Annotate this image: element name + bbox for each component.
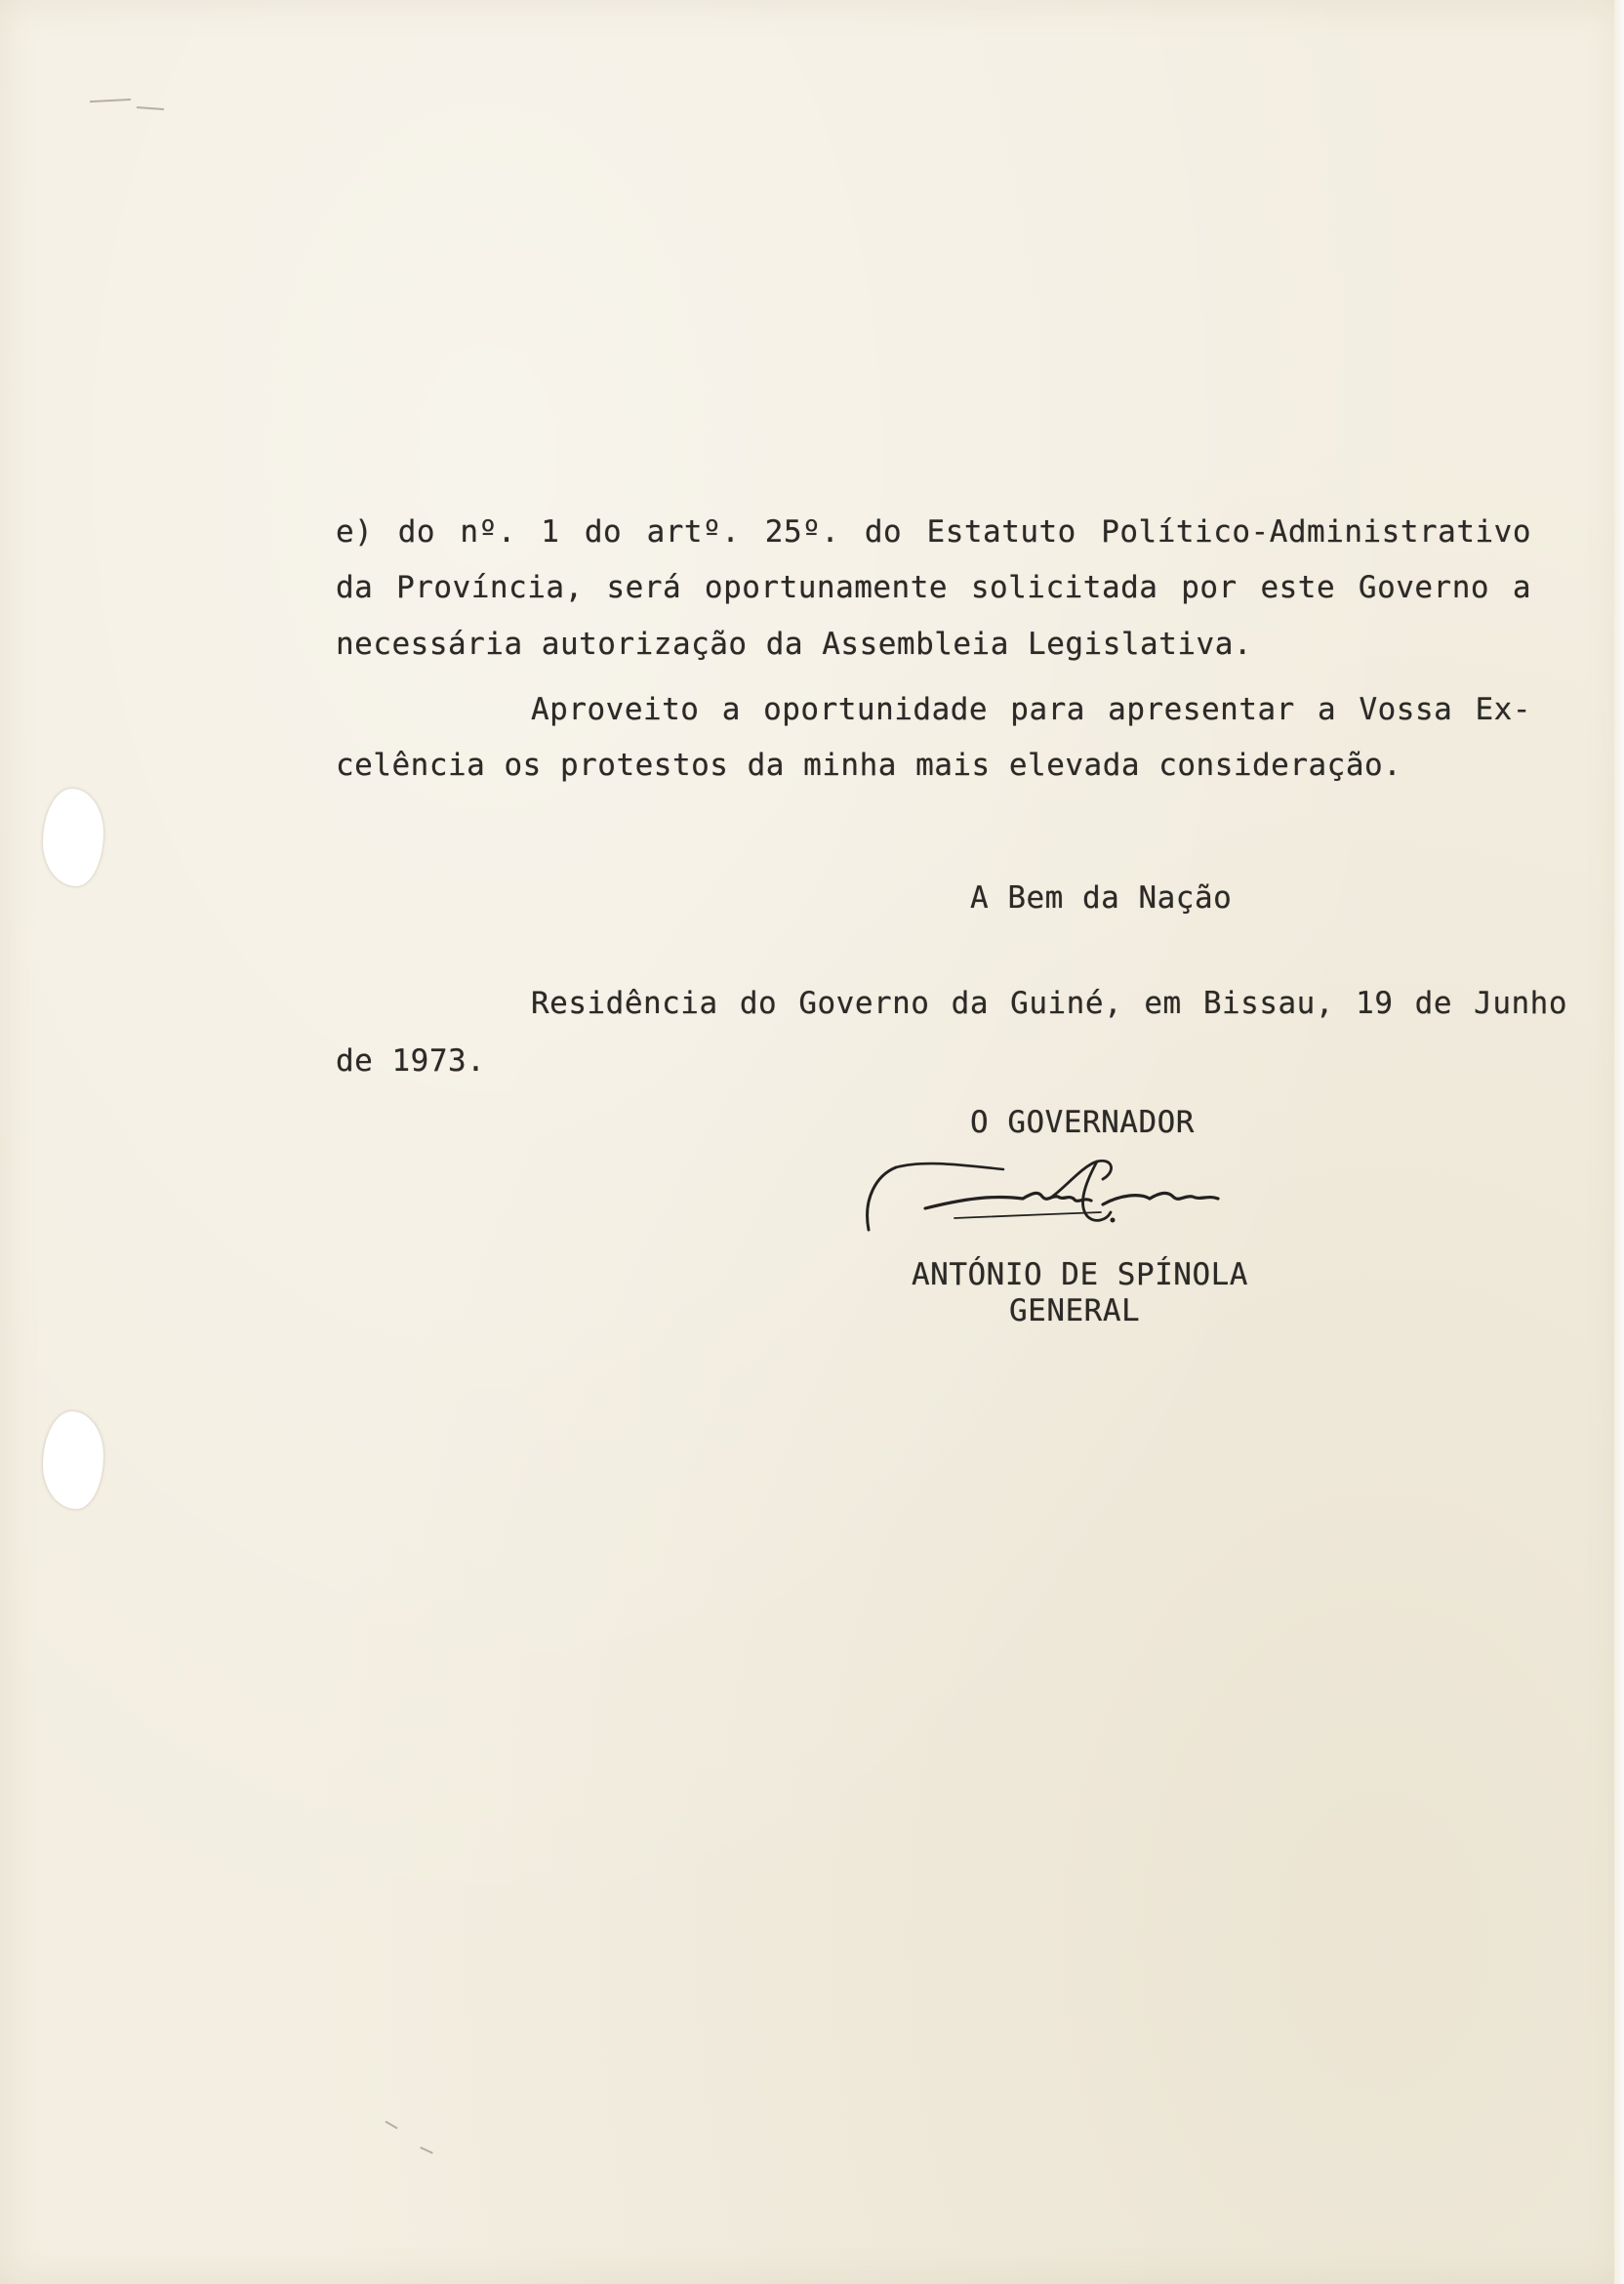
- paragraph-2-line-1: Aproveito a oportunidade para apresentar a Vossa Ex-: [531, 692, 1531, 727]
- page-edge: [1614, 0, 1624, 2284]
- paragraph-1-line-3: necessária autorização da Assembleia Legislativa.: [336, 627, 1253, 662]
- paper-mark: [420, 2146, 433, 2154]
- paper-mark: [385, 2121, 397, 2130]
- paragraph-1-line-2: da Província, será oportunamente solicitada por este Governo a: [336, 570, 1531, 605]
- paper-mark: [137, 106, 164, 110]
- signatory-name: ANTÓNIO DE SPÍNOLA: [912, 1257, 1248, 1292]
- paragraph-2-line-2: celência os protestos da minha mais elevada consideração.: [336, 748, 1402, 783]
- handwritten-signature: [857, 1148, 1257, 1255]
- closing-salutation: A Bem da Nação: [970, 880, 1233, 916]
- signatory-rank: GENERAL: [1009, 1293, 1141, 1328]
- punch-hole: [43, 789, 103, 886]
- place-date-line-1: Residência do Governo da Guiné, em Bissau, 19 de Junho: [531, 986, 1567, 1021]
- signatory-title: O GOVERNADOR: [970, 1105, 1195, 1140]
- paper-mark: [90, 99, 131, 102]
- place-date-line-2: de 1973.: [336, 1043, 486, 1079]
- paragraph-1-line-1: e) do nº. 1 do artº. 25º. do Estatuto Político-Administrativo: [336, 514, 1531, 550]
- punch-hole: [43, 1411, 103, 1509]
